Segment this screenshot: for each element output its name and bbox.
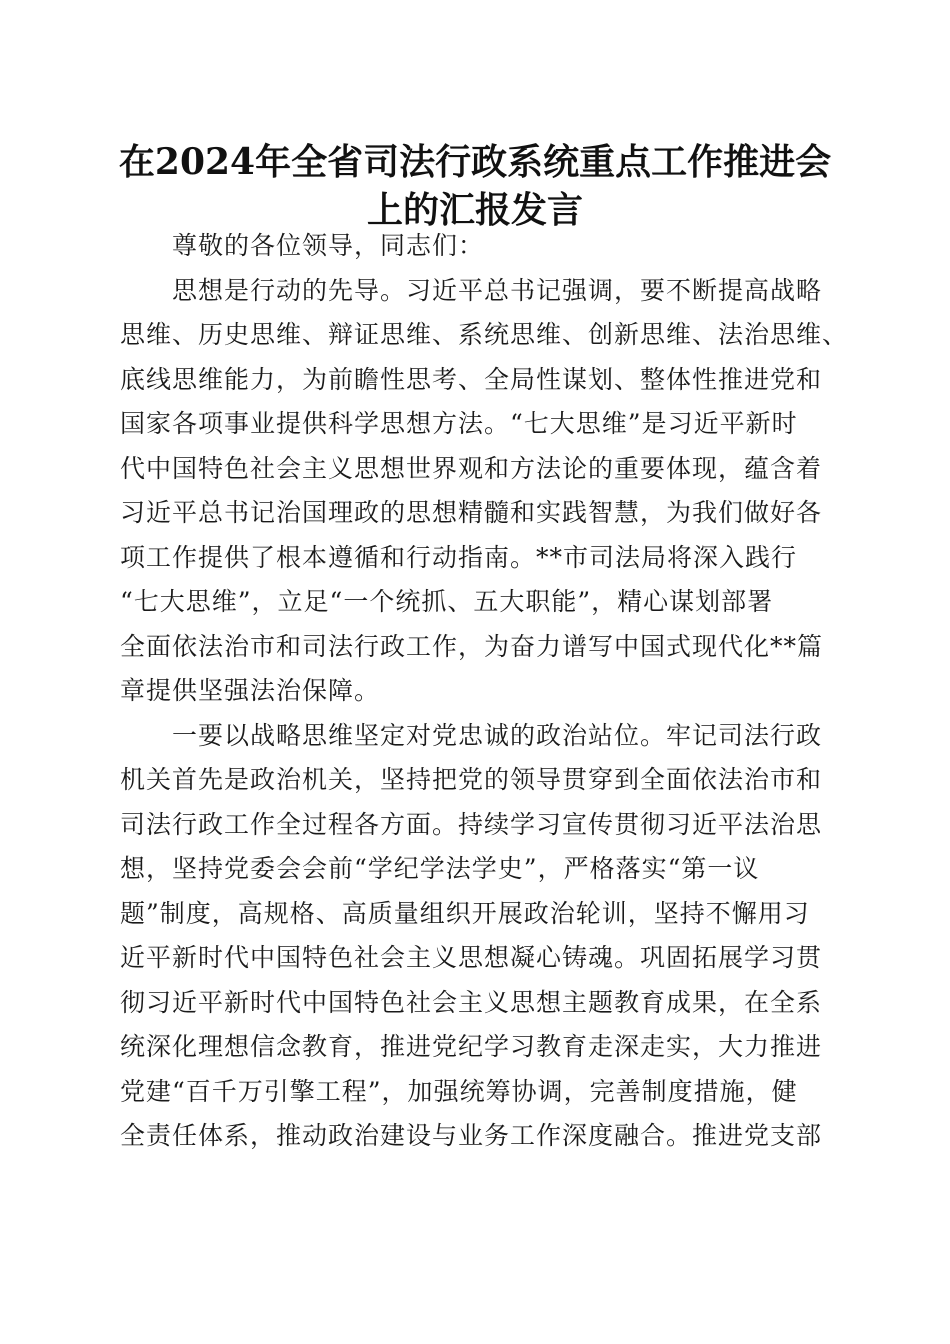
title-line-1: 在2024年全省司法行政系统重点工作推进会 [118, 141, 832, 183]
paragraph-2-line: 一要以战略思维坚定对党忠诚的政治站位。牢记司法行政 [172, 720, 823, 750]
paragraph-2-line: 统深化理想信念教育，推进党纪学习教育走深走实，大力推进 [120, 1032, 823, 1061]
paragraph-2-line: 题”制度，高规格、高质量组织开展政治轮训，坚持不懈用习 [120, 898, 810, 928]
paragraph-1-line: 全面依法治市和司法行政工作，为奋力谱写中国式现代化**篇 [120, 631, 824, 661]
paragraph-1-line: 底线思维能力，为前瞻性思考、全局性谋划、整体性推进党和 [120, 364, 823, 394]
paragraph-2-line: 近平新时代中国特色社会主义思想凝心铸魂。巩固拓展学习贯 [120, 943, 823, 972]
salutation: 尊敬的各位领导，同志们： [172, 231, 485, 260]
paragraph-1-line: 习近平总书记治国理政的思想精髓和实践智慧，为我们做好各 [120, 498, 823, 527]
paragraph-1-line: 章提供坚强法治保障。 [120, 676, 381, 705]
title-line-2: 上的汇报发言 [366, 189, 583, 231]
paragraph-2-line: 全责任体系，推动政治建设与业务工作深度融合。推进党支部 [120, 1121, 823, 1150]
paragraph-1-line: 项工作提供了根本遵循和行动指南。**市司法局将深入践行 [120, 542, 798, 572]
paragraph-2-line: 想，坚持党委会会前“学纪学法学史”，严格落实“第一议 [120, 854, 760, 883]
paragraph-2-line: 司法行政工作全过程各方面。持续学习宣传贯彻习近平法治思 [120, 809, 823, 839]
document-title [110, 138, 840, 234]
paragraph-1-line: “七大思维”，立足“一个统抓、五大职能”，精心谋划部署 [120, 587, 774, 616]
paragraph-2-line: 彻习近平新时代中国特色社会主义思想主题教育成果，在全系 [120, 987, 823, 1017]
paragraph-2-line: 党建“百千万引擎工程”，加强统筹协调，完善制度措施，健 [120, 1076, 798, 1106]
paragraph-1-line: 国家各项事业提供科学思想方法。“七大思维”是习近平新时 [120, 409, 798, 438]
document-body [120, 224, 849, 1159]
paragraph-1-line: 思维、历史思维、辩证思维、系统思维、创新思维、法治思维、 [120, 320, 849, 349]
paragraph-1-line: 思想是行动的先导。习近平总书记强调，要不断提高战略 [172, 275, 823, 305]
paragraph-2-line: 机关首先是政治机关，坚持把党的领导贯穿到全面依法治市和 [120, 765, 823, 794]
paragraph-1-line: 代中国特色社会主义思想世界观和方法论的重要体现，蕴含着 [120, 453, 823, 483]
